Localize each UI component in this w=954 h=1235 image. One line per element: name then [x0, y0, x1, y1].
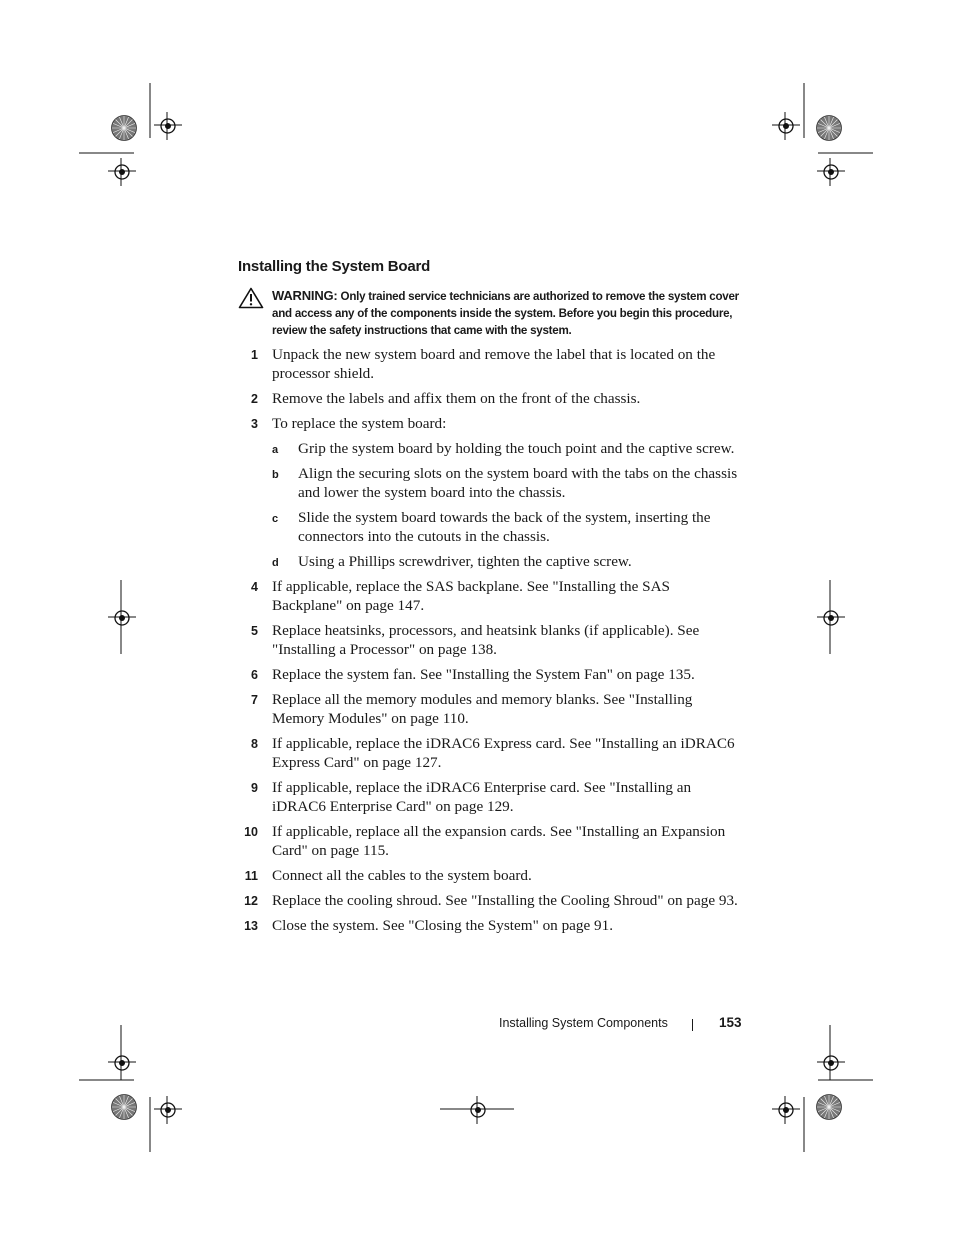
- step-number: 4: [251, 580, 258, 594]
- step-text: If applicable, replace the iDRAC6 Enterprise card. See "Installing an iDRAC6 Enterprise Card" on page 129.: [272, 779, 692, 815]
- warning-triangle-icon: [238, 287, 264, 309]
- registration-crosshair-icon: [772, 1096, 800, 1124]
- footer-divider: [692, 1019, 693, 1031]
- step-item: [238, 822, 743, 860]
- step-text: Replace the system fan. See "Installing the System Fan" on page 135.: [272, 666, 695, 683]
- step-text: If applicable, replace the iDRAC6 Express card. See "Installing an iDRAC6 Express Card" on page 127.: [272, 735, 735, 771]
- step-item: [238, 734, 743, 772]
- substep-item: [272, 464, 743, 502]
- registration-crosshair-icon: [154, 112, 182, 140]
- substep-list: [272, 439, 743, 571]
- starburst-mark-icon: [112, 116, 137, 141]
- step-number: 8: [251, 737, 258, 751]
- substep-text: Align the securing slots on the system board with the tabs on the chassis and lower the system board into the chassis.: [298, 465, 738, 501]
- starburst-mark-icon: [817, 1095, 842, 1120]
- procedure-steps: [238, 345, 743, 941]
- step-text: Replace heatsinks, processors, and heatsink blanks (if applicable). See "Installing a Processor" on page 138.: [272, 622, 700, 658]
- registration-crosshair-icon: [817, 158, 845, 186]
- step-item: [238, 414, 743, 571]
- registration-crosshair-icon: [108, 158, 136, 186]
- footer-section-title: Installing System Components: [499, 1016, 668, 1030]
- step-number: 5: [251, 624, 258, 638]
- step-text: Replace the cooling shroud. See "Installing the Cooling Shroud" on page 93.: [272, 892, 738, 909]
- step-text: If applicable, replace all the expansion cards. See "Installing an Expansion Card" on page 115.: [272, 823, 726, 859]
- registration-crosshair-icon: [772, 112, 800, 140]
- step-item: [238, 690, 743, 728]
- substep-item: [272, 439, 743, 458]
- step-text: If applicable, replace the SAS backplane. See "Installing the SAS Backplane" on page 147.: [272, 578, 671, 614]
- step-text: To replace the system board:: [272, 415, 447, 432]
- starburst-mark-icon: [817, 116, 842, 141]
- step-text: Close the system. See "Closing the System" on page 91.: [272, 917, 614, 934]
- step-number: 1: [251, 348, 258, 362]
- step-number: 11: [244, 869, 258, 883]
- page-number: 153: [719, 1015, 742, 1030]
- substep-item: [272, 552, 743, 571]
- registration-crosshair-icon: [154, 1096, 182, 1124]
- section-heading: Installing the System Board: [238, 258, 431, 275]
- step-number: 9: [251, 781, 258, 795]
- step-item: [238, 621, 743, 659]
- substep-letter: b: [272, 469, 279, 481]
- step-text: Remove the labels and affix them on the front of the chassis.: [272, 390, 641, 407]
- step-item: [238, 891, 743, 910]
- step-item: [238, 866, 743, 885]
- registration-crosshair-icon: [817, 604, 845, 632]
- starburst-mark-icon: [112, 1095, 137, 1120]
- step-item: [238, 916, 743, 935]
- step-item: [238, 345, 743, 383]
- step-number: 12: [244, 894, 258, 908]
- step-text: Unpack the new system board and remove the label that is located on the processor shield.: [272, 346, 716, 382]
- warning-text: Only trained service technicians are authorized to remove the system cover and access any of the components inside the system. Before you begin this procedure, review the safety instructions that came with the system.: [272, 290, 739, 337]
- warning-label: WARNING:: [272, 288, 338, 303]
- warning-note: [238, 287, 748, 339]
- step-item: [238, 577, 743, 615]
- registration-crosshair-icon: [108, 604, 136, 632]
- substep-text: Using a Phillips screwdriver, tighten the captive screw.: [298, 553, 632, 570]
- step-number: 10: [244, 825, 258, 839]
- substep-item: [272, 508, 743, 546]
- step-number: 3: [251, 417, 258, 431]
- registration-crosshair-icon: [464, 1096, 492, 1124]
- step-number: 2: [251, 392, 258, 406]
- step-number: 13: [244, 919, 258, 933]
- registration-crosshair-icon: [108, 1049, 136, 1077]
- step-text: Connect all the cables to the system board.: [272, 867, 532, 884]
- substep-text: Grip the system board by holding the touch point and the captive screw.: [298, 440, 735, 457]
- registration-crosshair-icon: [817, 1049, 845, 1077]
- substep-letter: d: [272, 557, 279, 569]
- step-item: [238, 389, 743, 408]
- step-number: 7: [251, 693, 258, 707]
- substep-letter: c: [272, 513, 279, 525]
- step-item: [238, 665, 743, 684]
- step-number: 6: [251, 668, 258, 682]
- substep-letter: a: [272, 444, 279, 456]
- substep-text: Slide the system board towards the back of the system, inserting the connectors into the cutouts in the chassis.: [298, 509, 711, 545]
- step-item: [238, 778, 743, 816]
- step-text: Replace all the memory modules and memory blanks. See "Installing Memory Modules" on page 110.: [272, 691, 693, 727]
